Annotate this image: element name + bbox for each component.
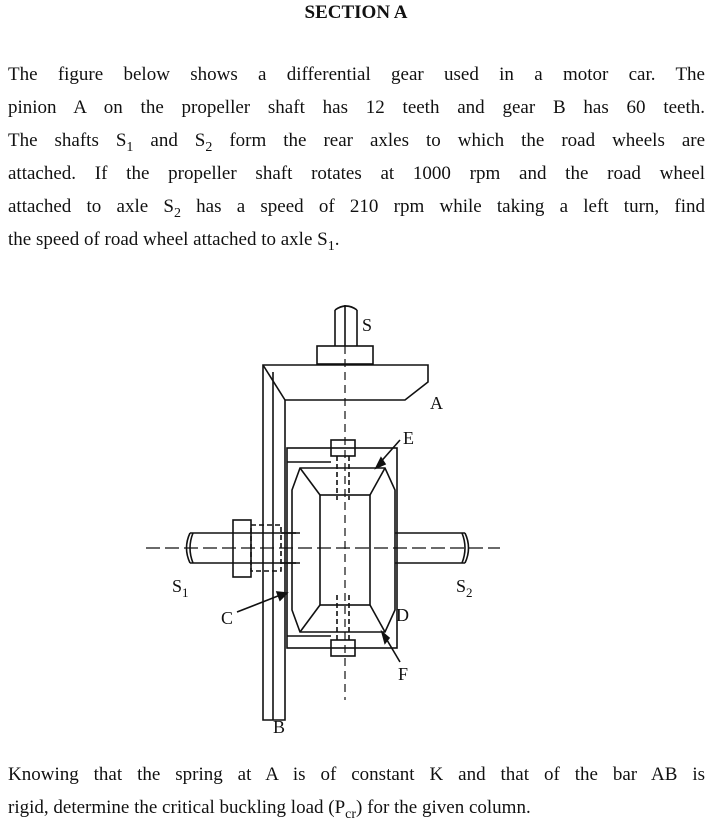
text-run: attached. If the propeller shaft rotates at 1000 rpm and the road wheel <box>8 163 705 184</box>
subscript: 2 <box>205 140 213 155</box>
problem-line-4 <box>8 157 705 190</box>
buckling-question <box>8 758 705 824</box>
label-s: S <box>362 315 373 335</box>
label-b: B <box>273 717 286 737</box>
text-run: rigid, determine the critical buckling load (P <box>8 797 346 818</box>
label-s1 <box>172 576 189 600</box>
differential-gear-figure <box>130 298 510 738</box>
label-s2 <box>456 576 473 600</box>
subscript: 1 <box>126 140 134 155</box>
label-c: C <box>221 608 234 628</box>
label-a: A <box>430 393 443 413</box>
subscript: 2 <box>173 206 181 221</box>
text-run: . <box>334 229 340 250</box>
label-e: E <box>403 428 414 448</box>
problem-line-3 <box>8 124 705 157</box>
label-d: D <box>396 605 409 625</box>
problem-line-2 <box>8 91 705 124</box>
problem-line-6 <box>8 223 705 256</box>
problem-line-5 <box>8 190 705 223</box>
text-run: attached to axle S <box>8 196 174 217</box>
axle-s1 <box>146 520 500 577</box>
problem-line-1 <box>8 58 705 91</box>
text-run: has a speed of 210 rpm while taking a left turn, find <box>180 196 705 217</box>
label-s1-main: S <box>172 576 183 596</box>
problem-statement <box>8 58 705 256</box>
text-run: and S <box>133 130 206 151</box>
text-run: The figure below shows a differential gear used in a motor car. The <box>8 64 705 85</box>
question-line-1: Knowing that the spring at A is of constant K and that of the bar AB is <box>8 764 705 785</box>
text-run: form the rear axles to which the road wheels are <box>212 130 706 151</box>
text-run: the speed of road wheel attached to axle S <box>8 229 328 250</box>
text-run: pinion A on the propeller shaft has 12 teeth and gear B has 60 teeth. <box>8 97 705 118</box>
differential-gear-diagram <box>130 298 510 738</box>
section-heading: SECTION A <box>304 2 408 23</box>
leader-arrows <box>237 440 400 662</box>
text-run: ) for the given column. <box>356 797 531 818</box>
question-line-2 <box>8 791 705 824</box>
label-s2-main: S <box>456 576 467 596</box>
label-s2-sub: 2 <box>466 585 473 600</box>
label-s1-sub: 1 <box>182 585 189 600</box>
subscript: 1 <box>327 239 335 254</box>
text-run: The shafts S <box>8 130 127 151</box>
subscript: cr <box>345 807 357 822</box>
label-f: F <box>398 664 409 684</box>
